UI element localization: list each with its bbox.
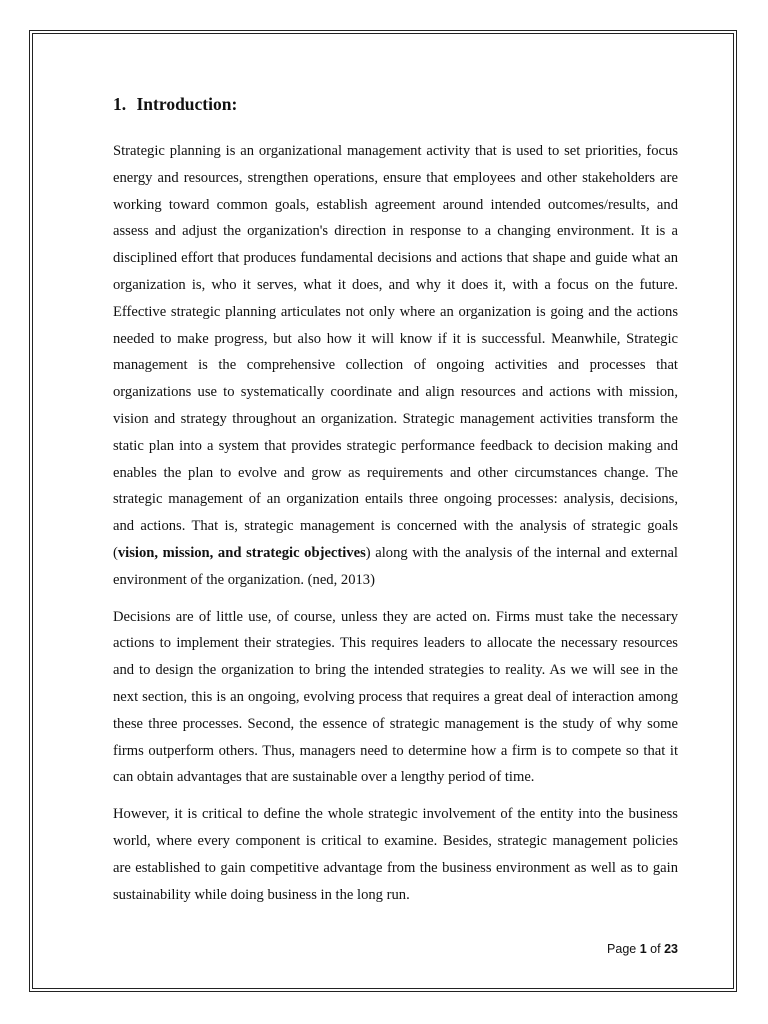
section-title: Introduction: [136,94,238,114]
paragraph-1-text-b: ) along with the analysis of the internal and external environment of the organization. (ned, 2013) [113,544,678,588]
page-label: Page [607,942,637,956]
paragraph-1-bold-text: vision, mission, and strategic objectives [117,544,366,561]
paragraph-2: Decisions are of little use, of course, unless they are acted on. Firms must take the necessary actions to implement their strategies. This requires leaders to allocate the necessary resources and to design the organization to bring the intended strategies to reality. As we will see in the next section, this is an ongoing, evolving process that requires a great deal of interaction among these three processes. Second, the essence of strategic management is the study of why some firms outperform others. Thus, managers need to determine how a firm is to compete so that it can obtain advantages that are sustainable over a lengthy period of time. [113,608,678,786]
page-number [607,942,678,956]
of-label: of [650,942,661,956]
paragraph-1 [113,138,678,594]
section-number: 1. [113,94,127,114]
paragraph-3: However, it is critical to define the whole strategic involvement of the entity into the business world, where every component is critical to examine. Besides, strategic management policies are established to gain competitive advantage from the business environment as well as to gain sustainability while doing business in the long run. [113,806,678,903]
total-pages: 23 [664,942,678,956]
current-page: 1 [639,942,647,956]
section-heading [113,88,678,120]
document-body [113,88,678,918]
paragraph-1-text-a: Strategic planning is an organizational management activity that is used to set priorities, focus energy and resources, strengthen operations, ensure that employees and other stakeholders are working toward common goals, establish agreement around intended outcomes/results, and assess and adjust the organization's direction in response to a changing environment. It is a disciplined effort that produces fundamental decisions and actions that shape and guide what an organization is, who it serves, what it does, and why it does it, with a focus on the future. Effective strategic planning articulates not only where an organization is going and the actions needed to make progress, but also how it will know if it is successful. Meanwhile, Strategic management is the comprehensive collection of ongoing activities and processes that organizations use to systematically coordinate and align resources and actions with mission, vision and strategy throughout an organization. Strategic management activities transform the static plan into a system that provides strategic performance feedback to decision making and enables the plan to evolve and grow as requirements and other circumstances change. The strategic management of an organization entails three ongoing processes: analysis, decisions, and actions. That is, strategic management is concerned with the analysis of strategic goals ( [113,143,678,561]
